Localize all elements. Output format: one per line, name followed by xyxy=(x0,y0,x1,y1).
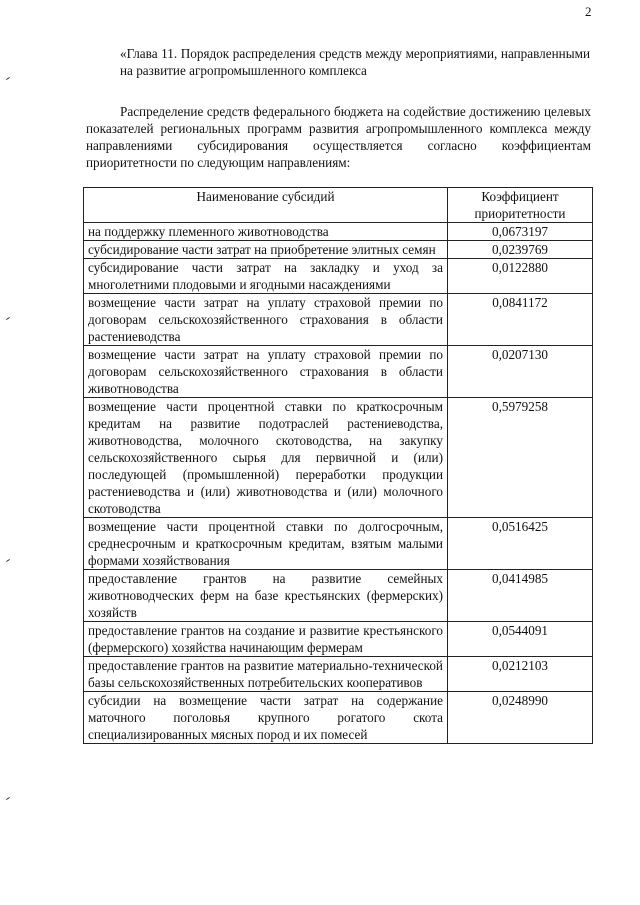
subsidy-name: предоставление грантов на развитие семейных животноводческих ферм на базе крестьянских (фермерских) хозяйств xyxy=(84,570,448,622)
table-row xyxy=(84,241,593,259)
subsidy-name: возмещение части процентной ставки по долгосрочным, среднесрочным и краткосрочным кредитам, взятым малыми формами хозяйствования xyxy=(84,518,448,570)
intro-paragraph: Распределение средств федерального бюджета на содействие достижению целевых показателей региональных программ развития агропромышленного комплекса между направлениями субсидирования осуществляется согласно коэффициентам приоритетности по следующим направлениям: xyxy=(86,104,591,170)
subsidy-name: субсидирование части затрат на закладку и уход за многолетними плодовыми и ягодными насаждениями xyxy=(84,259,448,294)
priority-coefficient: 0,0544091 xyxy=(448,622,593,657)
subsidy-name: предоставление грантов на создание и развитие крестьянского (фермерского) хозяйства начинающим фермерам xyxy=(84,622,448,657)
subsidy-name: субсидирование части затрат на приобретение элитных семян xyxy=(84,241,448,259)
priority-coefficient: 0,0207130 xyxy=(448,346,593,398)
subsidy-name: субсидии на возмещение части затрат на содержание маточного поголовья крупного рогатого скота специализированных мясных пород и их помесей xyxy=(84,692,448,744)
priority-coefficient: 0,0212103 xyxy=(448,657,593,692)
priority-coefficient: 0,0248990 xyxy=(448,692,593,744)
table-row xyxy=(84,570,593,622)
priority-coefficient: 0,5979258 xyxy=(448,398,593,518)
table-row xyxy=(84,294,593,346)
subsidy-name: возмещение части процентной ставки по краткосрочным кредитам на развитие подотраслей растениеводства, животноводства, молочного скотоводства, на закупку сельскохозяйственного сырья для первичной и (или) последующей (промышленной) переработки продукции растениеводства и (или) животноводства и (или) молочного скотоводства xyxy=(84,398,448,518)
table-row xyxy=(84,622,593,657)
priority-coefficient: 0,0239769 xyxy=(448,241,593,259)
priority-coefficient: 0,0122880 xyxy=(448,259,593,294)
subsidy-name: предоставление грантов на развитие материально-технической базы сельскохозяйственных потребительских кооперативов xyxy=(84,657,448,692)
page-number: 2 xyxy=(585,4,592,19)
subsidy-name: на поддержку племенного животноводства xyxy=(84,223,448,241)
table-row xyxy=(84,398,593,518)
scan-margin-mark xyxy=(6,77,10,80)
priority-coefficient: 0,0516425 xyxy=(448,518,593,570)
priority-coefficient: 0,0673197 xyxy=(448,223,593,241)
table-row xyxy=(84,223,593,241)
scan-margin-mark xyxy=(6,317,10,320)
table-row xyxy=(84,259,593,294)
table-row xyxy=(84,346,593,398)
table-row xyxy=(84,518,593,570)
subsidy-table xyxy=(83,187,593,744)
table-row xyxy=(84,692,593,744)
scan-margin-mark xyxy=(6,559,10,562)
priority-coefficient: 0,0841172 xyxy=(448,294,593,346)
header-coefficient: Коэффициент приоритетности xyxy=(448,188,593,223)
table-row xyxy=(84,657,593,692)
subsidy-name: возмещение части затрат на уплату страховой премии по договорам сельскохозяйственного страхования в области животноводства xyxy=(84,346,448,398)
subsidy-name: возмещение части затрат на уплату страховой премии по договорам сельскохозяйственного страхования в области растениеводства xyxy=(84,294,448,346)
priority-coefficient: 0,0414985 xyxy=(448,570,593,622)
chapter-heading: «Глава 11. Порядок распределения средств между мероприятиями, направленными на развитие агропромышленного комплекса xyxy=(120,46,590,78)
header-subsidy-name: Наименование субсидий xyxy=(84,188,448,223)
table-header-row xyxy=(84,188,593,223)
scan-margin-mark xyxy=(6,797,10,800)
